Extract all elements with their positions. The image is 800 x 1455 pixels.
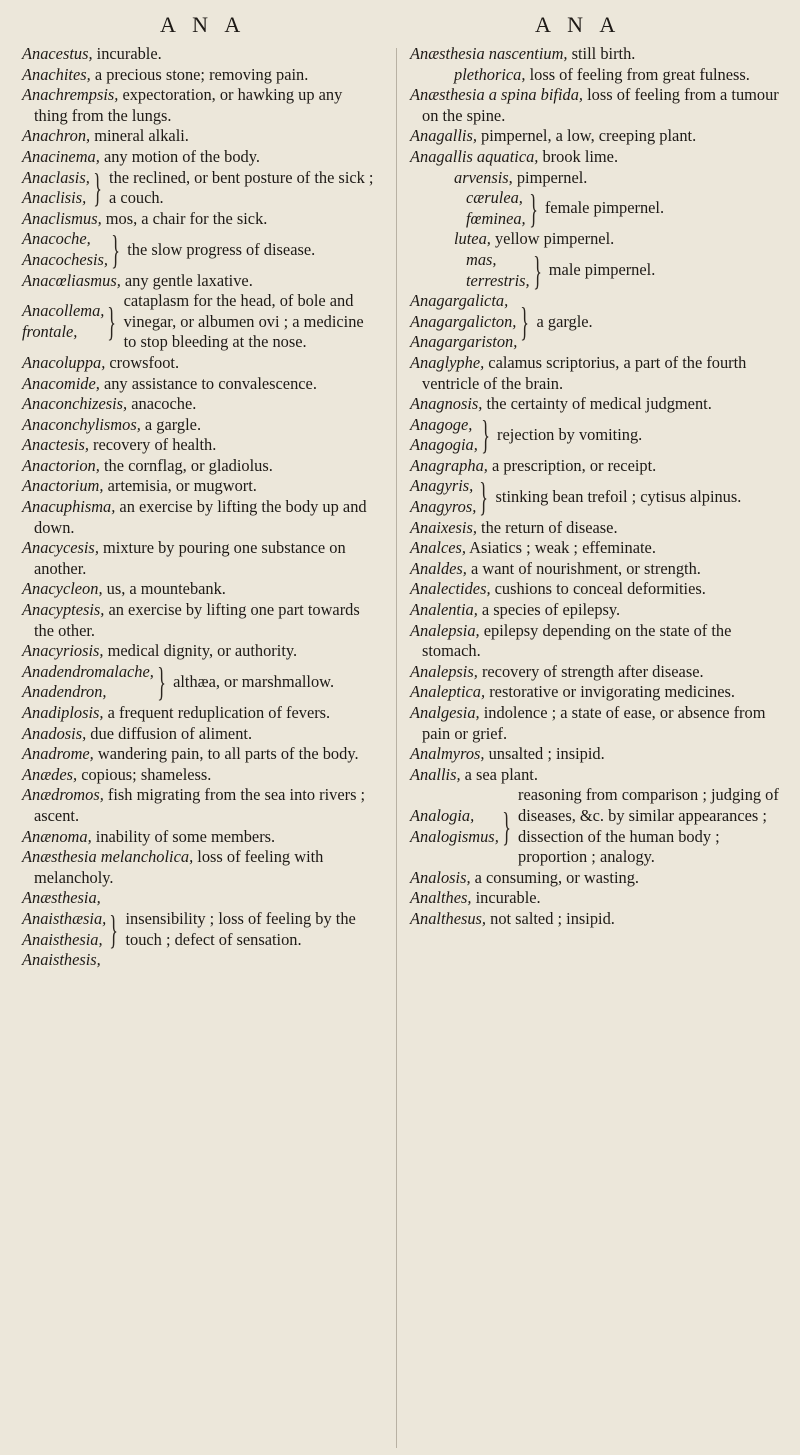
headword: plethorica, xyxy=(454,64,526,84)
definition: pimpernel, a low, creeping plant. xyxy=(476,126,697,146)
definition: a prescription, or receipt. xyxy=(487,455,657,475)
dictionary-entry xyxy=(22,744,380,765)
dictionary-entry xyxy=(410,765,780,786)
headword: Anagrapha, xyxy=(410,455,488,475)
dictionary-entry xyxy=(22,374,380,395)
dictionary-entry xyxy=(410,888,780,909)
headword: Anæsthesia melancholica, xyxy=(22,847,194,867)
definition: stinking bean trefoil ; cytisus alpinus. xyxy=(495,486,742,506)
dictionary-entry xyxy=(410,147,780,168)
definition: an exercise by lifting the body up and down. xyxy=(34,497,367,537)
dictionary-entry xyxy=(22,126,380,147)
definition: cushions to conceal deformities. xyxy=(490,579,706,599)
headword: Anacyptesis, xyxy=(22,600,105,620)
definition: incurable. xyxy=(471,888,541,908)
headword: Analgesia, xyxy=(410,703,480,722)
definition: unsalted ; insipid. xyxy=(484,744,605,764)
dictionary-entry xyxy=(22,538,380,579)
dictionary-entry xyxy=(22,44,380,65)
headword: Anacochesis, xyxy=(22,249,109,269)
definition: incurable. xyxy=(92,44,162,63)
definition: recovery of strength after disease. xyxy=(477,661,704,681)
running-head-left: A N A xyxy=(160,12,247,37)
definition: yellow pimpernel. xyxy=(490,229,615,249)
brace-glyph: } xyxy=(109,906,119,952)
dictionary-entry xyxy=(22,827,380,848)
definition: rejection by vomiting. xyxy=(497,424,643,444)
headword: Anaglyphe, xyxy=(410,352,485,372)
definition: artemisia, or mugwort. xyxy=(103,476,257,496)
headword: Anædes, xyxy=(22,764,78,784)
brace-glyph: } xyxy=(528,185,538,231)
dictionary-entry xyxy=(22,847,380,888)
headword: Anallis, xyxy=(410,764,461,784)
definition: a frequent reduplication of fevers. xyxy=(103,703,331,722)
headword: Anaixesis, xyxy=(410,517,477,537)
headword: Anachron, xyxy=(22,126,91,146)
dictionary-entry xyxy=(22,476,380,497)
headword: mas, xyxy=(466,249,497,269)
definition: fish migrating from the sea into rivers ; ascent. xyxy=(34,785,366,825)
definition: an exercise by lifting one part towards the other. xyxy=(34,600,360,640)
running-head-right: A N A xyxy=(535,12,622,37)
dictionary-entry xyxy=(410,518,780,539)
headword: Anacyriosis, xyxy=(22,641,104,661)
definition: indolence ; a state of ease, or absence from pain or grief. xyxy=(422,703,766,743)
headword: Anadendron, xyxy=(22,682,107,702)
headword: Anactorion, xyxy=(22,455,100,475)
definition: brook lime. xyxy=(538,146,619,166)
definition: a sea plant. xyxy=(460,764,538,784)
definition: crowsfoot. xyxy=(105,352,180,372)
dictionary-entry xyxy=(410,600,780,621)
definition: the certainty of medical judgment. xyxy=(482,394,712,414)
grouped-entry xyxy=(22,165,380,211)
dictionary-entry xyxy=(22,353,380,374)
headword: Anachites, xyxy=(22,64,91,84)
headword: Analectides, xyxy=(410,579,491,599)
definition: pimpernel. xyxy=(512,167,588,187)
headword: Anaclisis, xyxy=(22,188,87,208)
headword: lutea, xyxy=(454,229,491,249)
grouped-entry xyxy=(410,291,780,353)
definition: calamus scriptorius, a part of the fourth ventricle of the brain. xyxy=(422,352,747,393)
headword: Anagargalicton, xyxy=(410,311,517,331)
headword: Anadiplosis, xyxy=(22,703,104,722)
definition: restorative or invigorating medicines. xyxy=(485,682,735,702)
headword: Analeptica, xyxy=(410,682,486,702)
dictionary-entry xyxy=(22,765,380,786)
headword: Anadosis, xyxy=(22,723,87,743)
headword: Anaclismus, xyxy=(22,208,102,228)
headword: Anactesis, xyxy=(22,435,89,455)
dictionary-entry xyxy=(410,621,780,662)
definition: loss of feeling from great fulness. xyxy=(525,64,750,84)
headword: Anæsthesia nascentium, xyxy=(410,44,568,63)
dictionary-entry xyxy=(410,909,780,930)
definition: the slow progress of disease. xyxy=(127,239,316,259)
definition: a gargle. xyxy=(140,414,202,434)
dictionary-entry xyxy=(410,456,780,477)
definition: any motion of the body. xyxy=(99,146,260,166)
dictionary-entry xyxy=(410,744,780,765)
definition: wandering pain, to all parts of the body. xyxy=(93,744,359,764)
definition: cataplasm for the head, of bole and vinegar, or albumen ovi ; a medicine to stop bleeding at the nose. xyxy=(123,291,364,352)
headword: Anagallis aquatica, xyxy=(410,146,539,166)
dictionary-entry xyxy=(410,353,780,394)
headword: Anaconchizesis, xyxy=(22,394,128,414)
brace-glyph: } xyxy=(520,299,530,345)
grouped-entry xyxy=(410,185,780,231)
dictionary-entry xyxy=(410,85,780,126)
dictionary-entry xyxy=(22,579,380,600)
headword: Anacœliasmus, xyxy=(22,270,121,290)
headword: Analces, xyxy=(410,538,466,558)
definition: inability of some members. xyxy=(91,826,276,846)
headword: Anachrempsis, xyxy=(22,85,119,105)
dictionary-entry xyxy=(22,415,380,436)
dictionary-entry xyxy=(22,703,380,724)
headword: Anagnosis, xyxy=(410,394,483,414)
headword: Anagoge, xyxy=(410,414,473,434)
dictionary-entry xyxy=(22,271,380,292)
dictionary-entry xyxy=(410,44,780,65)
definition: mineral alkali. xyxy=(90,126,189,146)
definition: a gargle. xyxy=(536,311,593,331)
grouped-entry xyxy=(22,226,380,272)
definition: anacoche. xyxy=(127,394,197,414)
headword: Anacestus, xyxy=(22,44,93,63)
headword: Anaclasis, xyxy=(22,167,90,187)
headword: Anadendromalache, xyxy=(22,661,154,681)
dictionary-entry xyxy=(22,435,380,456)
definition: mos, a chair for the sick. xyxy=(101,208,268,228)
definition: male pimpernel. xyxy=(548,260,656,280)
definition: althæa, or marshmallow. xyxy=(173,672,335,692)
definition: the reclined, or bent posture of the sick ; a couch. xyxy=(109,167,374,208)
dictionary-entry xyxy=(410,538,780,559)
headword: Anaisthesis, xyxy=(22,950,101,970)
dictionary-entry xyxy=(22,456,380,477)
definition: Asiatics ; weak ; effeminate. xyxy=(465,538,656,558)
headword: Analthesus, xyxy=(410,908,487,928)
dictionary-entry xyxy=(410,229,780,250)
headword: Anacuphisma, xyxy=(22,497,116,517)
headword: Analepsia, xyxy=(410,620,480,640)
definition: any assistance to convalescence. xyxy=(99,373,317,393)
headword: Analepsis, xyxy=(410,661,478,681)
headword: Anaisthæsia, xyxy=(22,908,107,928)
brace-glyph: } xyxy=(157,659,166,705)
headword: Anacoluppa, xyxy=(22,352,106,372)
headword: arvensis, xyxy=(454,167,513,187)
brace-glyph: } xyxy=(532,247,542,293)
headword: Anagogia, xyxy=(410,435,478,455)
dictionary-entry xyxy=(22,785,380,826)
dictionary-entry xyxy=(410,868,780,889)
dictionary-entry xyxy=(22,85,380,126)
headword: Analosis, xyxy=(410,867,471,887)
dictionary-entry xyxy=(410,559,780,580)
headword: Anæsthesia a spina bifida, xyxy=(410,85,584,105)
headword: Analogismus, xyxy=(410,826,499,846)
definition: a precious stone; removing pain. xyxy=(90,64,309,84)
grouped-entry xyxy=(410,247,780,293)
definition: female pimpernel. xyxy=(544,198,665,218)
definition: medical dignity, or authority. xyxy=(103,641,298,661)
definition: any gentle laxative. xyxy=(120,270,253,290)
dictionary-entry xyxy=(410,579,780,600)
right-column xyxy=(410,44,780,930)
definition: due diffusion of aliment. xyxy=(86,723,253,743)
headword: Anaisthesia, xyxy=(22,929,103,949)
dictionary-entry xyxy=(410,126,780,147)
dictionary-entry xyxy=(410,662,780,683)
dictionary-entry xyxy=(22,497,380,538)
grouped-entry xyxy=(22,659,380,705)
definition: mixture by pouring one substance on another. xyxy=(34,538,346,578)
headword: Analogia, xyxy=(410,805,475,825)
definition: recovery of health. xyxy=(88,435,217,455)
headword: Anacollema, xyxy=(22,301,105,321)
dictionary-entry xyxy=(410,703,780,744)
brace-glyph: } xyxy=(93,165,102,211)
definition: still birth. xyxy=(567,44,636,63)
definition: a consuming, or wasting. xyxy=(470,867,639,887)
headword: Anadrome, xyxy=(22,744,94,764)
headword: Anagyris, xyxy=(410,476,474,496)
left-column xyxy=(22,44,380,971)
dictionary-entry xyxy=(410,394,780,415)
definition: the cornflag, or gladiolus. xyxy=(99,455,273,475)
definition: not salted ; insipid. xyxy=(486,908,615,928)
headword: Anacycleon, xyxy=(22,579,103,599)
headword: Analmyros, xyxy=(410,744,485,764)
grouped-entry xyxy=(22,291,380,353)
definition: a species of epilepsy. xyxy=(477,600,621,620)
dictionary-entry xyxy=(22,209,380,230)
definition: copious; shameless. xyxy=(77,764,212,784)
dictionary-entry xyxy=(22,394,380,415)
brace-glyph: } xyxy=(481,412,490,458)
definition: loss of feeling with melancholy. xyxy=(34,847,324,887)
dictionary-entry xyxy=(22,147,380,168)
headword: Analdes, xyxy=(410,558,467,578)
grouped-entry xyxy=(22,888,380,970)
dictionary-entry xyxy=(22,641,380,662)
headword: Anaconchylismos, xyxy=(22,414,141,434)
grouped-entry xyxy=(410,785,780,867)
dictionary-entry xyxy=(22,600,380,641)
brace-glyph: } xyxy=(502,803,511,849)
headword: terrestris, xyxy=(466,270,530,290)
grouped-entry xyxy=(410,412,780,458)
dictionary-entry xyxy=(410,65,780,86)
headword: Anactorium, xyxy=(22,476,104,496)
definition: expectoration, or hawking up any thing from the lungs. xyxy=(34,85,343,125)
dictionary-entry xyxy=(410,682,780,703)
dictionary-entry xyxy=(22,724,380,745)
headword: Anacinema, xyxy=(22,146,100,166)
headword: Anagyros, xyxy=(410,497,477,517)
headword: frontale, xyxy=(22,322,78,342)
headword: fœminea, xyxy=(466,208,526,228)
dictionary-entry xyxy=(22,65,380,86)
headword: Analthes, xyxy=(410,888,472,908)
definition: epilepsy depending on the state of the stomach. xyxy=(422,620,732,661)
definition: a want of nourishment, or strength. xyxy=(466,558,701,578)
headword: Anacoche, xyxy=(22,229,91,249)
brace-glyph: } xyxy=(479,474,489,520)
column-divider xyxy=(396,48,397,1448)
headword: Anacycesis, xyxy=(22,538,99,558)
headword: Anacomide, xyxy=(22,373,100,393)
headword: Anæsthesia, xyxy=(22,888,101,908)
brace-glyph: } xyxy=(111,226,120,272)
headword: Anænoma, xyxy=(22,826,92,846)
headword: Anagallis, xyxy=(410,126,477,146)
grouped-entry xyxy=(410,474,780,520)
headword: cærulea, xyxy=(466,188,523,208)
definition: the return of disease. xyxy=(476,517,618,537)
headword: Anagargariston, xyxy=(410,332,518,352)
definition: insensibility ; loss of feeling by the touch ; defect of sensation. xyxy=(125,908,356,949)
definition: us, a mountebank. xyxy=(102,579,226,599)
headword: Anagargalicta, xyxy=(410,291,509,311)
brace-glyph: } xyxy=(107,299,117,345)
headword: Analentia, xyxy=(410,600,478,620)
headword: Anædromos, xyxy=(22,785,104,805)
definition: reasoning from comparison ; judging of diseases, &c. by similar appearances ; dissection of the human body ; proportion ; analogy. xyxy=(518,785,779,867)
definition: loss of feeling from a tumour on the spine. xyxy=(422,85,779,125)
dictionary-entry xyxy=(410,168,780,189)
